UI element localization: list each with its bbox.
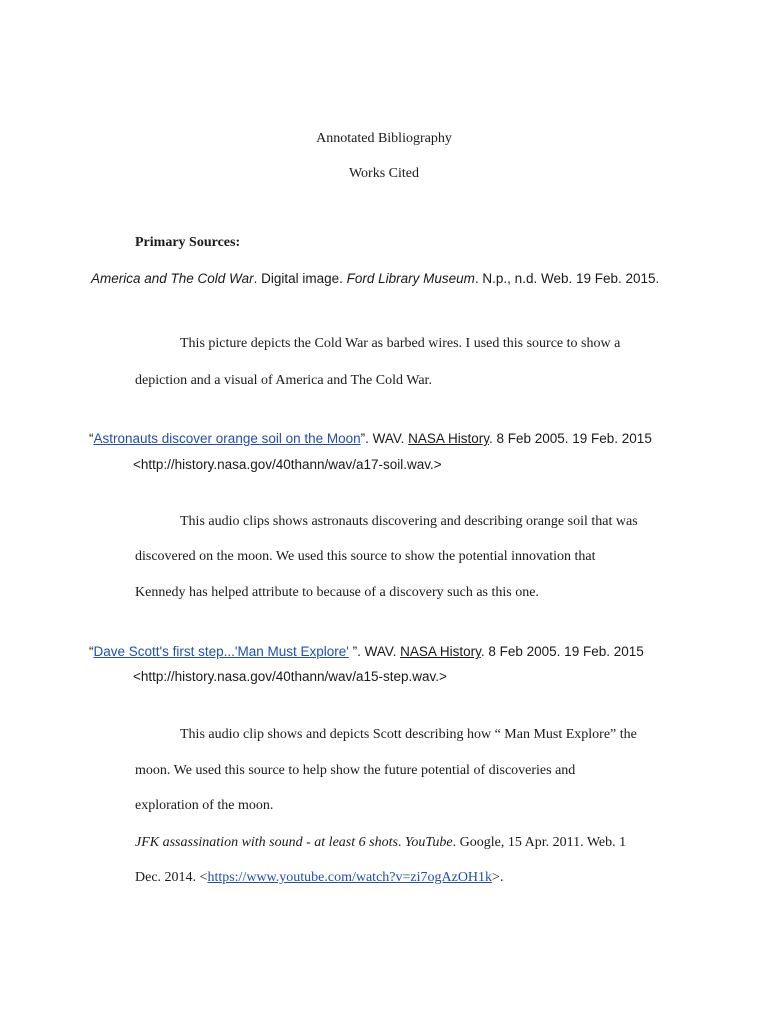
citation-text: >.: [492, 870, 504, 885]
citation-jfk: [135, 835, 626, 851]
citation-text: . Digital image.: [253, 271, 347, 286]
citation-text: Dec. 2014. <: [135, 870, 208, 885]
citation-title: JFK assassination with sound - at least 6 shots: [135, 835, 398, 850]
citation-site: NASA History: [408, 431, 489, 446]
citation-url-line: <http://history.nasa.gov/40thann/wav/a17-soil.wav.>: [133, 457, 442, 472]
citation-details: . 8 Feb 2005. 19 Feb. 2015: [480, 644, 644, 659]
citation-url-line: <http://history.nasa.gov/40thann/wav/a15-step.wav.>: [133, 669, 447, 684]
orange-soil-link[interactable]: Astronauts discover orange soil on the Moon: [93, 431, 361, 446]
annotation-line: exploration of the moon.: [135, 798, 274, 813]
citation-jfk-line2: [135, 870, 503, 886]
citation-title: America and The Cold War: [91, 271, 254, 286]
open-quote: “: [89, 644, 94, 659]
citation-separator: .: [397, 835, 405, 850]
annotation-line: depiction and a visual of America and The Cold War.: [135, 373, 432, 388]
open-quote: “: [89, 431, 94, 446]
citation-details: . 8 Feb 2005. 19 Feb. 2015: [488, 431, 652, 446]
citation-site: NASA History: [400, 644, 481, 659]
annotation-line: moon. We used this source to help show the future potential of discoveries and: [135, 763, 576, 778]
annotation-line: This audio clips shows astronauts discovering and describing orange soil that was: [180, 514, 638, 529]
annotation-line: This picture depicts the Cold War as barbed wires. I used this source to show a: [180, 336, 621, 351]
primary-sources-heading: [135, 235, 240, 251]
primary-sources-label: Primary Sources:: [135, 235, 241, 250]
citation-text: ”. WAV.: [348, 644, 401, 659]
citation-orange-soil: [89, 431, 652, 446]
citation-details: . N.p., n.d. Web. 19 Feb. 2015.: [474, 271, 660, 286]
document-subtitle: Works Cited: [348, 166, 420, 181]
annotation-line: Kennedy has helped attribute to because of a discovery such as this one.: [135, 585, 539, 600]
annotation-line: This audio clip shows and depicts Scott describing how “ Man Must Explore” the: [180, 727, 637, 742]
citation-america-cold-war: [91, 271, 659, 286]
annotation-line: discovered on the moon. We used this source to show the potential innovation that: [135, 549, 596, 564]
citation-publisher: Ford Library Museum: [346, 271, 475, 286]
youtube-url-link[interactable]: https://www.youtube.com/watch?v=zi7ogAzOH1k: [207, 870, 493, 885]
dave-scott-link[interactable]: Dave Scott's first step...'Man Must Explore': [93, 644, 349, 659]
citation-text: ”. WAV.: [360, 431, 409, 446]
document-title: Annotated Bibliography: [316, 131, 452, 146]
citation-dave-scott: [89, 644, 644, 659]
citation-site: YouTube: [404, 835, 453, 850]
citation-details: . Google, 15 Apr. 2011. Web. 1: [452, 835, 627, 850]
